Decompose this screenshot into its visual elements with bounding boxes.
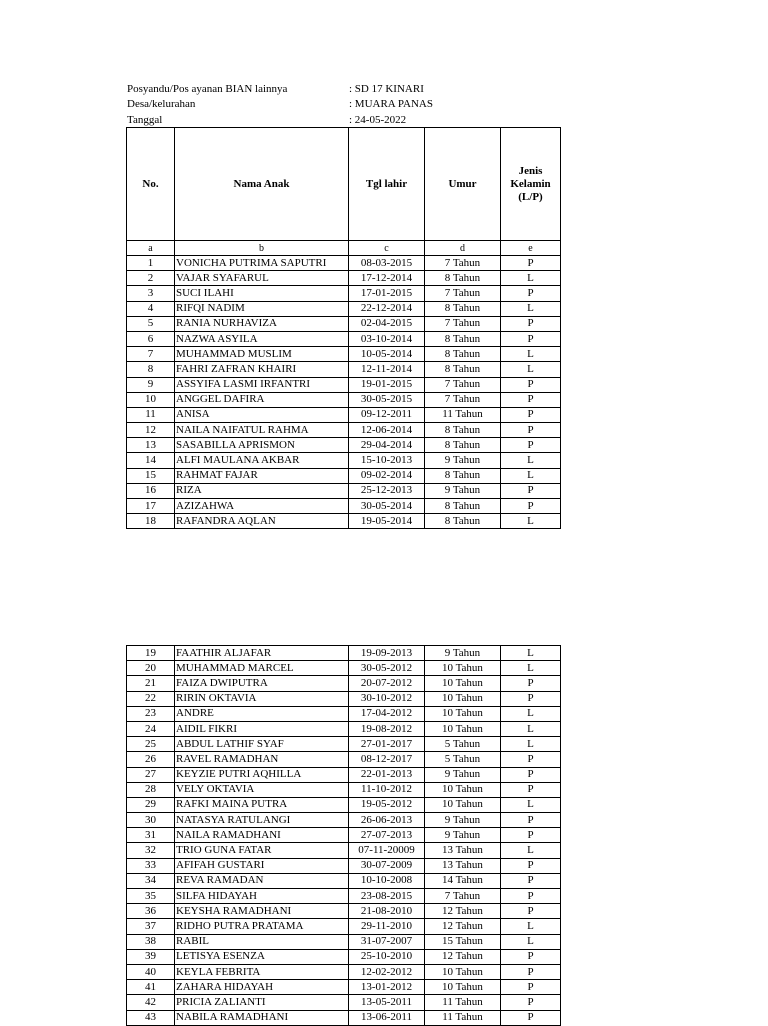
sex: P [501,331,561,346]
age: 7 Tahun [425,377,501,392]
sex: L [501,661,561,676]
row-number: 41 [127,980,175,995]
row-number: 38 [127,934,175,949]
row-number: 16 [127,483,175,498]
birth-date: 10-10-2008 [349,873,425,888]
birth-date: 12-06-2014 [349,423,425,438]
row-number: 34 [127,873,175,888]
age: 10 Tahun [425,782,501,797]
age: 12 Tahun [425,919,501,934]
column-letter: d [425,241,501,256]
sex: P [501,423,561,438]
table-row [127,676,561,691]
child-name: RANIA NURHAVIZA [175,316,349,331]
birth-date: 25-12-2013 [349,483,425,498]
birth-date: 29-11-2010 [349,919,425,934]
sex: P [501,483,561,498]
child-name: RIDHO PUTRA PRATAMA [175,919,349,934]
age: 8 Tahun [425,271,501,286]
table-row [127,392,561,407]
child-name: MUHAMMAD MUSLIM [175,347,349,362]
child-name: ANDRE [175,706,349,721]
row-number: 13 [127,438,175,453]
table-row [127,767,561,782]
column-letter: e [501,241,561,256]
row-number: 14 [127,453,175,468]
sex: P [501,691,561,706]
table-row [127,331,561,346]
table-row [127,949,561,964]
birth-date: 19-01-2015 [349,377,425,392]
sex: L [501,646,561,661]
child-name: ALFI MAULANA AKBAR [175,453,349,468]
header-row-desa [127,97,433,112]
birth-date: 17-01-2015 [349,286,425,301]
sex: P [501,752,561,767]
child-name: ZAHARA HIDAYAH [175,980,349,995]
child-name: SASABILLA APRISMON [175,438,349,453]
birth-date: 09-12-2011 [349,407,425,422]
row-number: 28 [127,782,175,797]
age: 8 Tahun [425,468,501,483]
row-number: 36 [127,904,175,919]
column-header-sex: Jenis Kelamin (L/P) [501,128,561,241]
age: 13 Tahun [425,843,501,858]
row-number: 5 [127,316,175,331]
child-name: VONICHA PUTRIMA SAPUTRI [175,256,349,271]
table-row [127,782,561,797]
table-row [127,316,561,331]
table-row [127,737,561,752]
age: 9 Tahun [425,453,501,468]
age: 10 Tahun [425,721,501,736]
child-name: SILFA HIDAYAH [175,889,349,904]
age: 5 Tahun [425,752,501,767]
sex: P [501,767,561,782]
table-row [127,286,561,301]
child-name: FAHRI ZAFRAN KHAIRI [175,362,349,377]
table-row [127,438,561,453]
child-name: ABDUL LATHIF SYAF [175,737,349,752]
sex: P [501,813,561,828]
row-number: 23 [127,706,175,721]
child-name: VAJAR SYAFARUL [175,271,349,286]
table-row [127,347,561,362]
birth-date: 29-04-2014 [349,438,425,453]
row-number: 18 [127,514,175,529]
sex: P [501,286,561,301]
age: 9 Tahun [425,828,501,843]
table-row [127,646,561,661]
child-name: KEYZIE PUTRI AQHILLA [175,767,349,782]
sex: L [501,271,561,286]
child-name: AZIZAHWA [175,499,349,514]
column-header-dob: Tgl lahir [349,128,425,241]
age: 8 Tahun [425,514,501,529]
sex: L [501,468,561,483]
age: 13 Tahun [425,858,501,873]
age: 10 Tahun [425,691,501,706]
birth-date: 19-09-2013 [349,646,425,661]
birth-date: 30-10-2012 [349,691,425,706]
age: 9 Tahun [425,483,501,498]
sex: P [501,873,561,888]
child-name: RAFANDRA AQLAN [175,514,349,529]
child-name: RABIL [175,934,349,949]
table-row [127,919,561,934]
header-label: Posyandu/Pos ayanan BIAN lainnya [127,83,288,95]
sex: L [501,706,561,721]
table-row [127,813,561,828]
child-name: AFIFAH GUSTARI [175,858,349,873]
table-row [127,256,561,271]
row-number: 32 [127,843,175,858]
birth-date: 31-07-2007 [349,934,425,949]
sex: P [501,828,561,843]
row-number: 2 [127,271,175,286]
document-header [127,82,433,128]
birth-date: 22-12-2014 [349,301,425,316]
child-name: VELY OKTAVIA [175,782,349,797]
child-name: NAILA NAIFATUL RAHMA [175,423,349,438]
column-letter-row [127,241,561,256]
age: 11 Tahun [425,995,501,1010]
table-row [127,271,561,286]
age: 15 Tahun [425,934,501,949]
birth-date: 17-04-2012 [349,706,425,721]
age: 8 Tahun [425,331,501,346]
row-number: 43 [127,1010,175,1025]
birth-date: 13-05-2011 [349,995,425,1010]
child-name: FAATHIR ALJAFAR [175,646,349,661]
child-name: RAHMAT FAJAR [175,468,349,483]
birth-date: 12-11-2014 [349,362,425,377]
age: 10 Tahun [425,676,501,691]
table-row [127,453,561,468]
header-value: : SD 17 KINARI [349,83,424,95]
sex: P [501,782,561,797]
header-row-tanggal [127,113,433,128]
birth-date: 07-11-20009 [349,843,425,858]
row-number: 12 [127,423,175,438]
row-number: 35 [127,889,175,904]
age: 9 Tahun [425,646,501,661]
sex: P [501,676,561,691]
student-table-page-1 [126,127,561,529]
sex: P [501,499,561,514]
sex: P [501,980,561,995]
table-row [127,721,561,736]
row-number: 24 [127,721,175,736]
age: 7 Tahun [425,316,501,331]
row-number: 3 [127,286,175,301]
header-value: : MUARA PANAS [349,98,433,111]
row-number: 37 [127,919,175,934]
birth-date: 08-03-2015 [349,256,425,271]
birth-date: 22-01-2013 [349,767,425,782]
age: 7 Tahun [425,286,501,301]
sex: P [501,392,561,407]
sex: P [501,995,561,1010]
child-name: ASSYIFA LASMI IRFANTRI [175,377,349,392]
birth-date: 13-06-2011 [349,1010,425,1025]
birth-date: 12-02-2012 [349,964,425,979]
age: 10 Tahun [425,964,501,979]
birth-date: 17-12-2014 [349,271,425,286]
sex: P [501,904,561,919]
child-name: ANISA [175,407,349,422]
header-row-posyandu [127,82,433,97]
row-number: 9 [127,377,175,392]
child-name: RAFKI MAINA PUTRA [175,797,349,812]
row-number: 25 [127,737,175,752]
row-number: 31 [127,828,175,843]
table-header-row [127,128,561,241]
birth-date: 13-01-2012 [349,980,425,995]
column-header-age: Umur [425,128,501,241]
row-number: 30 [127,813,175,828]
table-row [127,691,561,706]
birth-date: 21-08-2010 [349,904,425,919]
child-name: RIRIN OKTAVIA [175,691,349,706]
birth-date: 02-04-2015 [349,316,425,331]
table-row [127,362,561,377]
table-row [127,828,561,843]
table-row [127,468,561,483]
birth-date: 19-08-2012 [349,721,425,736]
row-number: 7 [127,347,175,362]
sex: L [501,934,561,949]
table-row [127,889,561,904]
row-number: 10 [127,392,175,407]
table-row [127,499,561,514]
age: 8 Tahun [425,438,501,453]
table-row [127,995,561,1010]
child-name: NAILA RAMADHANI [175,828,349,843]
sex: P [501,1010,561,1025]
age: 10 Tahun [425,661,501,676]
column-header-name: Nama Anak [175,128,349,241]
header-value: : 24-05-2022 [349,113,407,126]
row-number: 4 [127,301,175,316]
sex: L [501,919,561,934]
row-number: 42 [127,995,175,1010]
row-number: 1 [127,256,175,271]
sex: L [501,843,561,858]
age: 11 Tahun [425,407,501,422]
table-row [127,661,561,676]
child-name: MUHAMMAD MARCEL [175,661,349,676]
sex: L [501,347,561,362]
age: 9 Tahun [425,767,501,782]
sex: L [501,453,561,468]
table-row [127,407,561,422]
birth-date: 09-02-2014 [349,468,425,483]
child-name: FAIZA DWIPUTRA [175,676,349,691]
table-row [127,797,561,812]
table-row [127,706,561,721]
sex: L [501,721,561,736]
birth-date: 27-01-2017 [349,737,425,752]
column-letter: b [175,241,349,256]
age: 11 Tahun [425,1010,501,1025]
student-table-page-2 [126,645,561,1026]
row-number: 33 [127,858,175,873]
birth-date: 26-06-2013 [349,813,425,828]
child-name: RAVEL RAMADHAN [175,752,349,767]
sex: L [501,514,561,529]
child-name: KEYSHA RAMADHANI [175,904,349,919]
row-number: 8 [127,362,175,377]
age: 12 Tahun [425,949,501,964]
row-number: 17 [127,499,175,514]
age: 12 Tahun [425,904,501,919]
birth-date: 11-10-2012 [349,782,425,797]
sex: L [501,737,561,752]
age: 8 Tahun [425,301,501,316]
row-number: 27 [127,767,175,782]
birth-date: 30-05-2015 [349,392,425,407]
row-number: 6 [127,331,175,346]
age: 10 Tahun [425,980,501,995]
row-number: 19 [127,646,175,661]
birth-date: 08-12-2017 [349,752,425,767]
sex: P [501,889,561,904]
age: 10 Tahun [425,706,501,721]
table-row [127,377,561,392]
sex: P [501,256,561,271]
sex: P [501,407,561,422]
age: 7 Tahun [425,256,501,271]
birth-date: 19-05-2012 [349,797,425,812]
column-letter: a [127,241,175,256]
table-row [127,980,561,995]
sex: P [501,438,561,453]
table-row [127,301,561,316]
header-label: Desa/kelurahan [127,98,196,111]
birth-date: 23-08-2015 [349,889,425,904]
child-name: TRIO GUNA FATAR [175,843,349,858]
child-name: RIZA [175,483,349,498]
child-name: NABILA RAMADHANI [175,1010,349,1025]
child-name: ANGGEL DAFIRA [175,392,349,407]
sex: L [501,362,561,377]
birth-date: 03-10-2014 [349,331,425,346]
table-row [127,514,561,529]
child-name: RIFQI NADIM [175,301,349,316]
row-number: 11 [127,407,175,422]
child-name: REVA RAMADAN [175,873,349,888]
age: 8 Tahun [425,347,501,362]
age: 9 Tahun [425,813,501,828]
birth-date: 27-07-2013 [349,828,425,843]
row-number: 21 [127,676,175,691]
table-row [127,934,561,949]
age: 8 Tahun [425,362,501,377]
birth-date: 20-07-2012 [349,676,425,691]
child-name: PRICIA ZALIANTI [175,995,349,1010]
child-name: LETISYA ESENZA [175,949,349,964]
birth-date: 15-10-2013 [349,453,425,468]
header-label: Tanggal [127,113,163,126]
row-number: 15 [127,468,175,483]
sex: P [501,949,561,964]
sex: L [501,797,561,812]
row-number: 29 [127,797,175,812]
sex: P [501,858,561,873]
age: 7 Tahun [425,392,501,407]
sex: L [501,301,561,316]
table-row [127,873,561,888]
birth-date: 30-05-2014 [349,499,425,514]
column-header-no: No. [127,128,175,241]
age: 8 Tahun [425,499,501,514]
sex: P [501,316,561,331]
birth-date: 10-05-2014 [349,347,425,362]
child-name: AIDIL FIKRI [175,721,349,736]
table-row [127,964,561,979]
table-row [127,904,561,919]
age: 5 Tahun [425,737,501,752]
row-number: 39 [127,949,175,964]
row-number: 40 [127,964,175,979]
birth-date: 30-05-2012 [349,661,425,676]
table-row [127,843,561,858]
child-name: NATASYA RATULANGI [175,813,349,828]
sex: P [501,377,561,392]
age: 7 Tahun [425,889,501,904]
age: 8 Tahun [425,423,501,438]
row-number: 20 [127,661,175,676]
child-name: SUCI ILAHI [175,286,349,301]
age: 10 Tahun [425,797,501,812]
birth-date: 30-07-2009 [349,858,425,873]
sex: P [501,964,561,979]
table-row [127,1010,561,1025]
table-row [127,858,561,873]
child-name: NAZWA ASYILA [175,331,349,346]
child-name: KEYLA FEBRITA [175,964,349,979]
column-letter: c [349,241,425,256]
table-row [127,483,561,498]
birth-date: 19-05-2014 [349,514,425,529]
table-row [127,423,561,438]
row-number: 22 [127,691,175,706]
age: 14 Tahun [425,873,501,888]
row-number: 26 [127,752,175,767]
birth-date: 25-10-2010 [349,949,425,964]
table-row [127,752,561,767]
